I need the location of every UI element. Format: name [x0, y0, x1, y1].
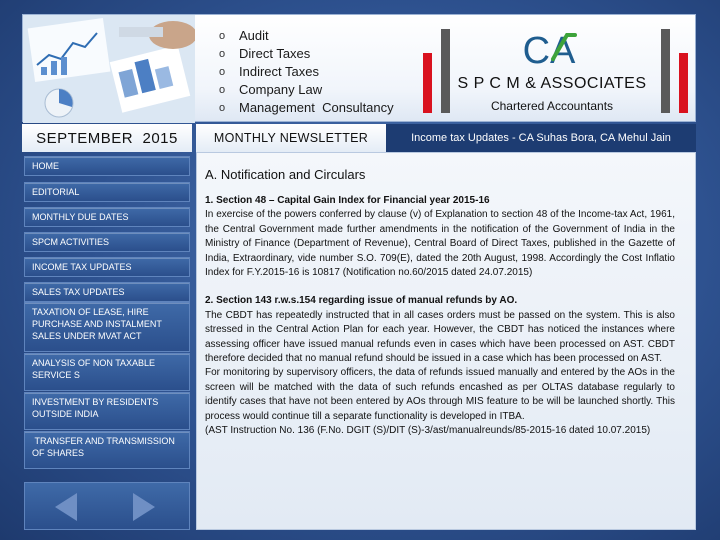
services-list — [219, 27, 394, 117]
item2-body-monitoring: For monitoring by supervisory officers, the data of refunds issued manually and entered by the AOs in the screen will be matched with the data of such refunds encashed as per OLTAS database regularly to identify cases that have not been entered by AOs through MIS feature to be will be launched shortly. This process would continue till a separate functionality is developed in ITBA. — [205, 367, 675, 422]
item2-heading: 2. Section 143 r.w.s.154 regarding issue of manual refunds by AO. — [205, 295, 518, 307]
sidebar-nav-controls — [24, 482, 190, 530]
section-title: A. Notification and Circulars — [205, 167, 366, 182]
sidebar-item-non-taxable-services[interactable]: ANALYSIS OF NON TAXABLE SERVICE S — [24, 353, 190, 391]
firm-name: S P C M & ASSOCIATES — [457, 75, 647, 92]
service-item: o Indirect Taxes — [219, 64, 319, 79]
decorative-bar-gray — [441, 29, 450, 113]
sidebar-nav — [22, 152, 192, 530]
sidebar-item-sales-tax-updates[interactable]: SALES TAX UPDATES — [24, 282, 190, 302]
sidebar-item-home[interactable]: HOME — [24, 156, 190, 176]
sidebar-item-taxation-of-lease[interactable]: TAXATION OF LEASE, HIRE PURCHASE AND INSTALMENT SALES UNDER MVAT ACT — [24, 302, 190, 352]
item1-heading: 1. Section 48 – Capital Gain Index for Financial year 2015-16 — [205, 195, 490, 206]
right-arrow-icon[interactable] — [133, 493, 155, 521]
hero-image — [23, 15, 195, 123]
item2-instruction-ref: (AST Instruction No. 136 (F.No. DGIT (S)/DIT (S)-3/ast/manualreunds/85-2015-16 dated 10.07.2015) — [205, 425, 651, 437]
sidebar-item-income-tax-updates[interactable]: INCOME TAX UPDATES — [24, 257, 190, 277]
bullet-icon: o — [219, 102, 226, 114]
newsletter-label: MONTHLY NEWSLETTER — [196, 124, 386, 152]
decorative-bar-gray — [661, 29, 670, 113]
sidebar-item-editorial[interactable]: EDITORIAL — [24, 182, 190, 202]
service-item: o Audit — [219, 28, 269, 43]
sidebar-item-investment-outside-india[interactable]: INVESTMENT BY RESIDENTS OUTSIDE INDIA — [24, 392, 190, 430]
spacer — [205, 280, 675, 294]
service-item: o Management Consultancy — [219, 100, 394, 115]
left-arrow-icon[interactable] — [55, 493, 77, 521]
main-content — [196, 152, 696, 530]
ca-logo-icon — [509, 21, 589, 79]
decorative-bar-red — [423, 53, 432, 113]
sidebar-item-monthly-due-dates[interactable]: MONTHLY DUE DATES — [24, 207, 190, 227]
bullet-icon: o — [219, 66, 226, 78]
ca-logo-text: CA — [522, 30, 576, 72]
office-desk-illustration — [23, 15, 195, 123]
updates-banner: Income tax Updates - CA Suhas Bora, CA Mehul Jain — [386, 124, 696, 152]
item1-body: In exercise of the powers conferred by clause (v) of Explanation to section 48 of the Income-tax Act, 1961, the Central Government made further amendments in the notification of the Government of India in the Ministry of Finance (Department of Revenue), Central Board of Direct Taxes, published in the Gazette of India, Extraordinary, vide number S.O. 709(E), dated the 20th August, 1998. Accordingly the Cost Inflatio Index for F.Y.2015-16 is 10817 (Notification no.60/2015 dated 24.07.2015) — [205, 209, 675, 279]
bullet-icon: o — [219, 30, 226, 42]
sidebar-item-transfer-of-shares[interactable]: TRANSFER AND TRANSMISSION OF SHARES — [24, 431, 190, 469]
sidebar-item-spcm-activities[interactable]: SPCM ACTIVITIES — [24, 232, 190, 252]
bullet-icon: o — [219, 84, 226, 96]
service-item: o Company Law — [219, 82, 323, 97]
decorative-bar-red — [679, 53, 688, 113]
service-item: o Direct Taxes — [219, 46, 311, 61]
firm-subtitle: Chartered Accountants — [490, 99, 614, 113]
issue-month: SEPTEMBER 2015 — [22, 124, 192, 152]
item2-body: The CBDT has repeatedly instructed that in all cases orders must be passed on the system. This is also stressed in the Central Action Plan for each year. However, the CBDT has noticed the instances where assessing officer have issued manual refunds even in cases which have been processed on AST. CBDT therefore decided that no manual refund should be issued in a case which has been processed on AST. — [205, 309, 675, 365]
header-panel — [22, 14, 696, 122]
bullet-icon: o — [219, 48, 226, 60]
